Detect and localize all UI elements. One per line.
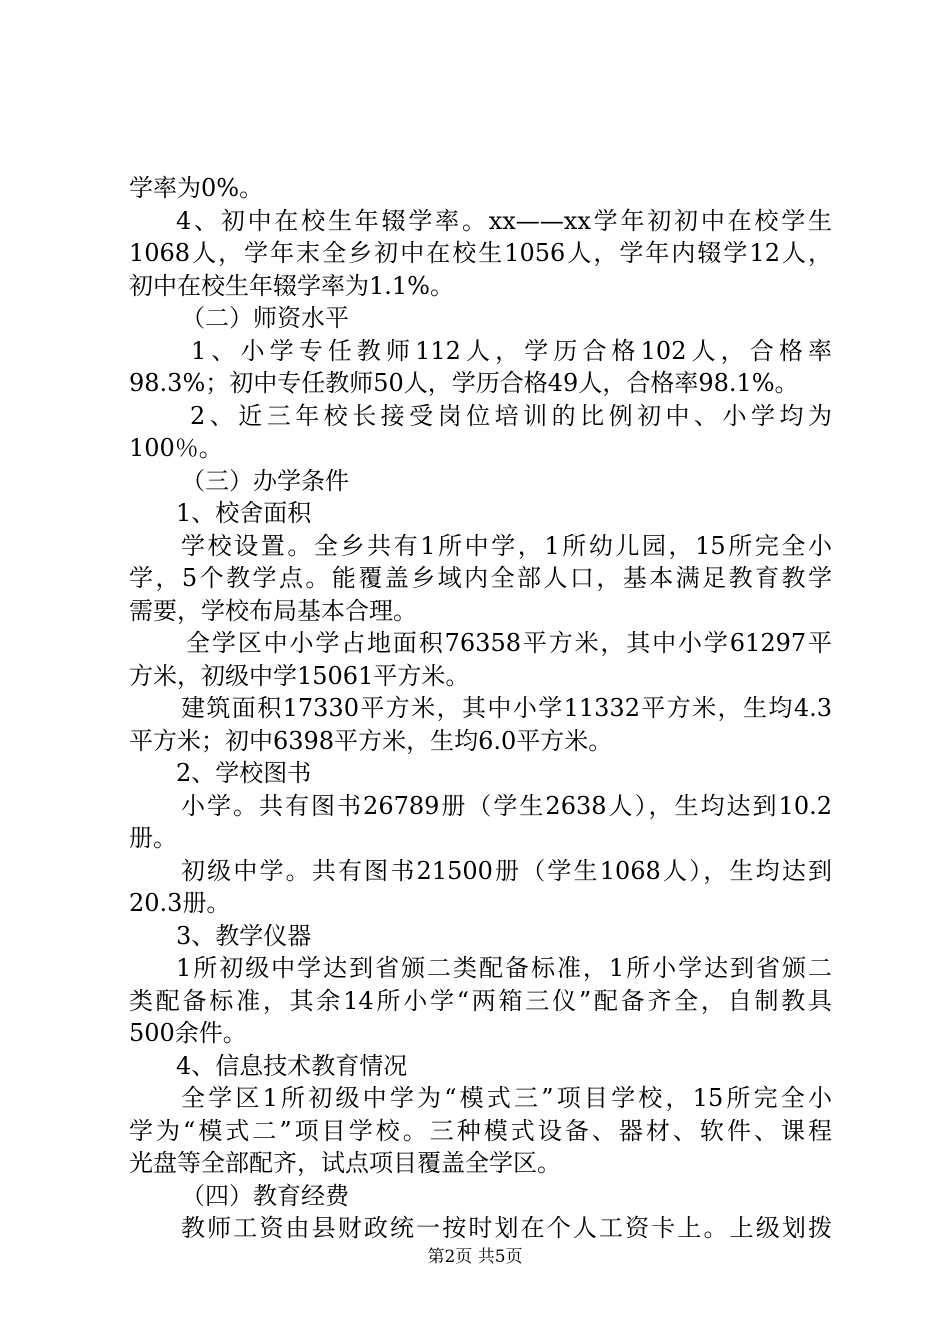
text-line: 500余件。 [129,1019,247,1047]
text-line: 100％。 [129,434,223,462]
text-line: 平方米；初中6398平方米，生均6.0平方米。 [129,726,613,755]
text-line: 需要，学校布局基本合理。 [129,596,417,625]
text-line: 初级中学。共有图书21500册（学生1068人），生均达到 [181,856,832,885]
text-line: 1、校舍面积 [176,499,312,527]
text-line: 4、初中在校生年辍学率。xx——xx学年初初中在校学生 [176,206,832,235]
text-line: 册。 [129,824,177,852]
text-line: 学，5个教学点。能覆盖乡域内全部人口，基本满足教育教学 [129,564,832,592]
text-line: 2、近三年校长接受岗位培训的比例初中、小学均为 [190,401,832,430]
page-footer [0,1242,950,1267]
text-line: 学为“模式二”项目学校。三种模式设备、器材、软件、课程 [129,1116,832,1145]
page-number: 第2页 共5页 [427,1247,523,1267]
text-line: 学率为0%。 [129,174,264,202]
text-line: 小学。共有图书26789册（学生2638人），生均达到10.2 [181,791,832,820]
text-line: 20.3册。 [129,889,231,917]
text-line: 建筑面积17330平方米，其中小学11332平方米，生均4.3 [181,694,832,722]
text-line: 1所初级中学达到省颁二类配备标准，1所小学达到省颁二 [176,954,832,982]
text-line: 初中在校生年辍学率为1.1%。 [129,271,454,300]
text-line: 类配备标准，其余14所小学“两箱三仪”配备齐全，自制教具 [129,986,832,1015]
text-line: 1、小学专任教师112人，学历合格102人，合格率 [191,336,832,365]
text-line: 学校设置。全乡共有1所中学，1所幼儿园，15所完全小 [181,531,832,560]
text-line: 光盘等全部配齐，试点项目覆盖全学区。 [129,1149,561,1177]
text-line: （四）教育经费 [181,1181,349,1210]
text-line: 98.3%；初中专任教师50人，学历合格49人，合格率98.1%。 [129,369,799,397]
text-line: 3、教学仪器 [176,921,312,950]
text-line: 教师工资由县财政统一按时划在个人工资卡上。上级划拨 [181,1214,832,1242]
text-line: （三）办学条件 [181,466,349,495]
document-body [129,172,832,1245]
text-line: 4、信息技术教育情况 [176,1051,408,1080]
text-line: 方米，初级中学15061平方米。 [129,661,470,690]
text-line: 全学区中小学占地面积76358平方米，其中小学61297平 [186,629,832,657]
text-line: 1068人，学年末全乡初中在校生1056人，学年内辍学12人， [129,239,832,267]
text-line: 全学区1所初级中学为“模式三”项目学校，15所完全小 [181,1084,832,1112]
text-line: 2、学校图书 [176,759,312,787]
text-line: （二）师资水平 [181,304,349,332]
